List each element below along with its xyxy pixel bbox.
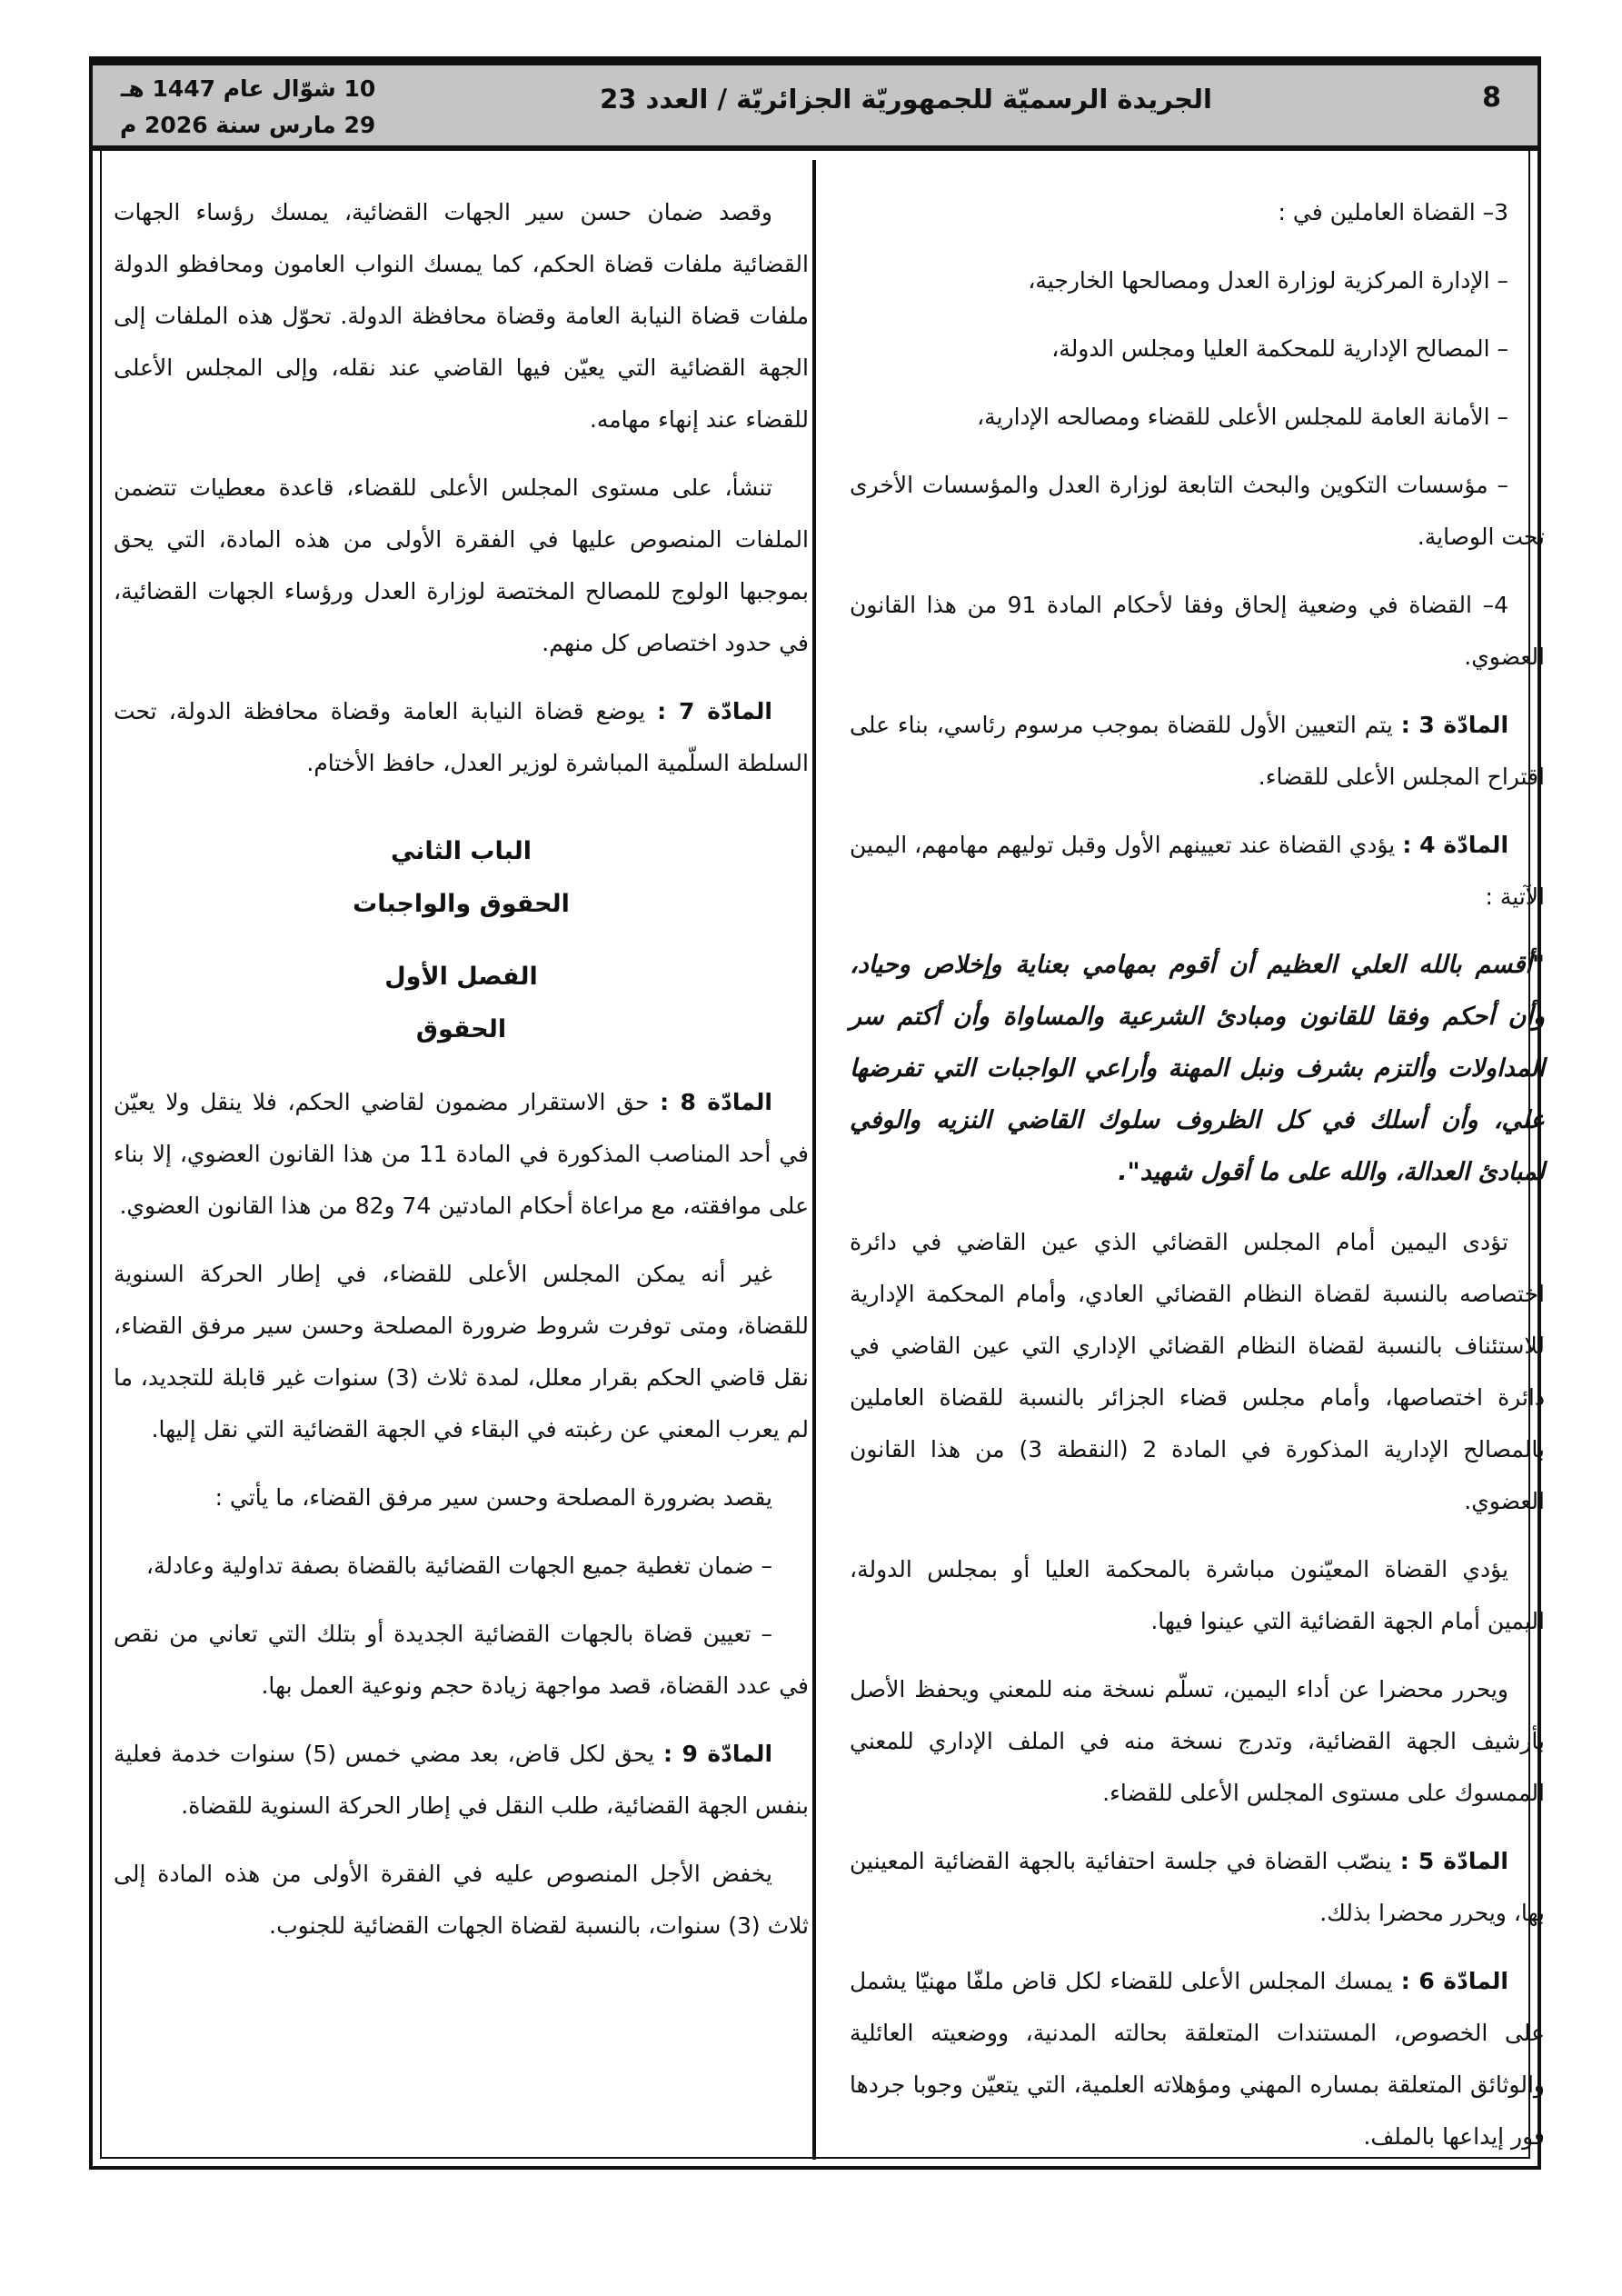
article-text: يؤدي القضاة عند تعيينهم الأول وقبل توليهم مهامهم، اليمين الآتية : bbox=[850, 832, 1545, 910]
list-item: – الإدارة المركزية لوزارة العدل ومصالحها الخارجية، bbox=[1028, 267, 1508, 294]
gazette-title: الجريدة الرسميّة للجمهوريّة الجزائريّة / العدد 23 bbox=[600, 84, 1212, 115]
paragraph: يقصد بضرورة المصلحة وحسن سير مرفق القضاء، ما يأتي : bbox=[214, 1484, 772, 1511]
oath-text: "أقسم بالله العلي العظيم أن أقوم بمهامي بعناية وإخلاص وحياد، وأن أحكم وفقا للقانون ومبادئ الشرعية والمساواة وأن أكتم سر المداولات وألتزم بشرف ونبل المهنة وأراعي الواجبات التي تفرضها علي، وأن أسلك في كل الظروف سلوك القاضي النزيه والوفي لمبادئ العدالة، والله على ما أقول شهيد". bbox=[850, 951, 1545, 1186]
left-column bbox=[114, 186, 809, 1968]
paragraph: تؤدى اليمين أمام المجلس القضائي الذي عين القاضي في دائرة اختصاصه بالنسبة لقضاة النظام القضائي العادي، وأمام المحكمة الإدارية للاستئناف بالنسبة لقضاة النظام القضائي الإداري التي عين القاضي في دائرة اختصاصها، وأمام مجلس قضاء الجزائر بالنسبة للقضاة العاملين بالمصالح الإدارية المذكورة في المادة 2 (النقطة 3) من هذا القانون العضوي. bbox=[850, 1229, 1545, 1514]
article-label: المادّة 8 : bbox=[660, 1089, 772, 1115]
article-8 bbox=[114, 1076, 809, 1232]
part-subtitle: الحقوق والواجبات bbox=[353, 890, 570, 918]
article-label: المادّة 5 : bbox=[1399, 1848, 1508, 1874]
date-gregorian: 29 مارس سنة 2026 م bbox=[120, 112, 376, 138]
paragraph: 4– القضاة في وضعية إلحاق وفقا لأحكام المادة 91 من هذا القانون العضوي. bbox=[850, 592, 1545, 670]
list-item: – مؤسسات التكوين والبحث التابعة لوزارة العدل والمؤسسات الأخرى تحت الوصاية. bbox=[850, 472, 1545, 550]
list-item: – ضمان تغطية جميع الجهات القضائية بالقضاة بصفة تداولية وعادلة، bbox=[145, 1552, 772, 1579]
paragraph: 3– القضاة العاملين في : bbox=[1278, 199, 1508, 225]
right-column bbox=[850, 186, 1545, 2179]
article-label: المادّة 9 : bbox=[662, 1741, 773, 1767]
chapter-subtitle: الحقوق bbox=[415, 1015, 507, 1043]
article-text: يتم التعيين الأول للقضاة بموجب مرسوم رئاسي، بناء على اقتراح المجلس الأعلى للقضاء. bbox=[850, 712, 1545, 790]
chapter-title: الفصل الأول bbox=[384, 963, 538, 991]
article-4 bbox=[850, 819, 1545, 923]
article-6 bbox=[850, 1955, 1545, 2162]
page-header bbox=[93, 60, 1537, 151]
article-label: المادّة 6 : bbox=[1400, 1968, 1508, 1994]
article-text: حق الاستقرار مضمون لقاضي الحكم، فلا ينقل ولا يعيّن في أحد المناصب المذكورة في المادة 11 من هذا القانون العضوي، إلا بناء على موافقته، مع مراعاة أحكام المادتين 74 و82 من هذا القانون العضوي. bbox=[114, 1089, 809, 1219]
article-label: المادّة 3 : bbox=[1400, 712, 1509, 738]
article-label: المادّة 4 : bbox=[1402, 832, 1509, 858]
paragraph: وقصد ضمان حسن سير الجهات القضائية، يمسك رؤساء الجهات القضائية ملفات قضاة الحكم، كما يمسك النواب العامون ومحافظو الدولة ملفات قضاة النيابة العامة وقضاة محافظة الدولة. تحوّل هذه الملفات إلى الجهة القضائية التي يعيّن فيها القاضي عند نقله، وإلى المجلس الأعلى للقضاء عند إنهاء مهامه. bbox=[114, 199, 809, 433]
article-text: يمسك المجلس الأعلى للقضاء لكل قاض ملفّا مهنيّا يشمل على الخصوص، المستندات المتعلقة بحالته المدنية، ووضعيته العائلية والوثائق المتعلقة بمساره المهني ومؤهلاته العلمية، التي يتعيّن وجوبا جردها فور إيداعها بالملف. bbox=[850, 1968, 1545, 2150]
article-text: ينصّب القضاة في جلسة احتفائية بالجهة القضائية المعينين بها، ويحرر محضرا بذلك. bbox=[850, 1848, 1545, 1926]
column-divider bbox=[812, 160, 816, 2160]
paragraph: يؤدي القضاة المعيّنون مباشرة بالمحكمة العليا أو بمجلس الدولة، اليمين أمام الجهة القضائية التي عينوا فيها. bbox=[850, 1556, 1545, 1634]
paragraph: تنشأ، على مستوى المجلس الأعلى للقضاء، قاعدة معطيات تتضمن الملفات المنصوص عليها في الفقرة الأولى من هذه المادة، التي يحق بموجبها الولوج للمصالح المختصة لوزارة العدل ورؤساء الجهات القضائية، في حدود اختصاص كل منهم. bbox=[114, 474, 809, 656]
article-text: يحق لكل قاض، بعد مضي خمس (5) سنوات خدمة فعلية بنفس الجهة القضائية، طلب النقل في إطار الحركة السنوية للقضاة. bbox=[114, 1741, 809, 1819]
date-hijri: 10 شوّال عام 1447 هـ bbox=[120, 75, 376, 102]
page-number: 8 bbox=[1482, 82, 1501, 114]
list-item: – المصالح الإدارية للمحكمة العليا ومجلس الدولة، bbox=[1051, 335, 1508, 362]
article-3 bbox=[850, 699, 1545, 803]
list-item: – الأمانة العامة للمجلس الأعلى للقضاء ومصالحه الإدارية، bbox=[977, 404, 1508, 430]
article-9 bbox=[114, 1728, 809, 1832]
issue-date bbox=[120, 71, 375, 144]
part-title: الباب الثاني bbox=[390, 837, 532, 865]
article-7 bbox=[114, 685, 809, 789]
article-5 bbox=[850, 1835, 1545, 1939]
paragraph: غير أنه يمكن المجلس الأعلى للقضاء، في إطار الحركة السنوية للقضاة، ومتى توفرت شروط ضرورة المصلحة وحسن سير مرفق القضاء، نقل قاضي الحكم بقرار معلل، لمدة ثلاث (3) سنوات غير قابلة للتجديد، ما لم يعرب المعني عن رغبته في البقاء في الجهة القضائية التي نقل إليها. bbox=[114, 1261, 809, 1442]
paragraph: ويحرر محضرا عن أداء اليمين، تسلّم نسخة منه للمعني ويحفظ الأصل بأرشيف الجهة القضائية، وتدرج نسخة منه في الملف الإداري للمعني الممسوك على مستوى المجلس الأعلى للقضاء. bbox=[850, 1676, 1545, 1806]
paragraph: يخفض الأجل المنصوص عليه في الفقرة الأولى من هذه المادة إلى ثلاث (3) سنوات، بالنسبة لقضاة الجهات القضائية للجنوب. bbox=[114, 1861, 809, 1939]
list-item: – تعيين قضاة بالجهات القضائية الجديدة أو بتلك التي تعاني من نقص في عدد القضاة، قصد مواجهة زيادة حجم ونوعية العمل بها. bbox=[114, 1621, 809, 1699]
article-label: المادّة 7 : bbox=[657, 698, 772, 724]
article-text: يوضع قضاة النيابة العامة وقضاة محافظة الدولة، تحت السلطة السلّمية المباشرة لوزير العدل، حافظ الأختام. bbox=[114, 698, 809, 776]
